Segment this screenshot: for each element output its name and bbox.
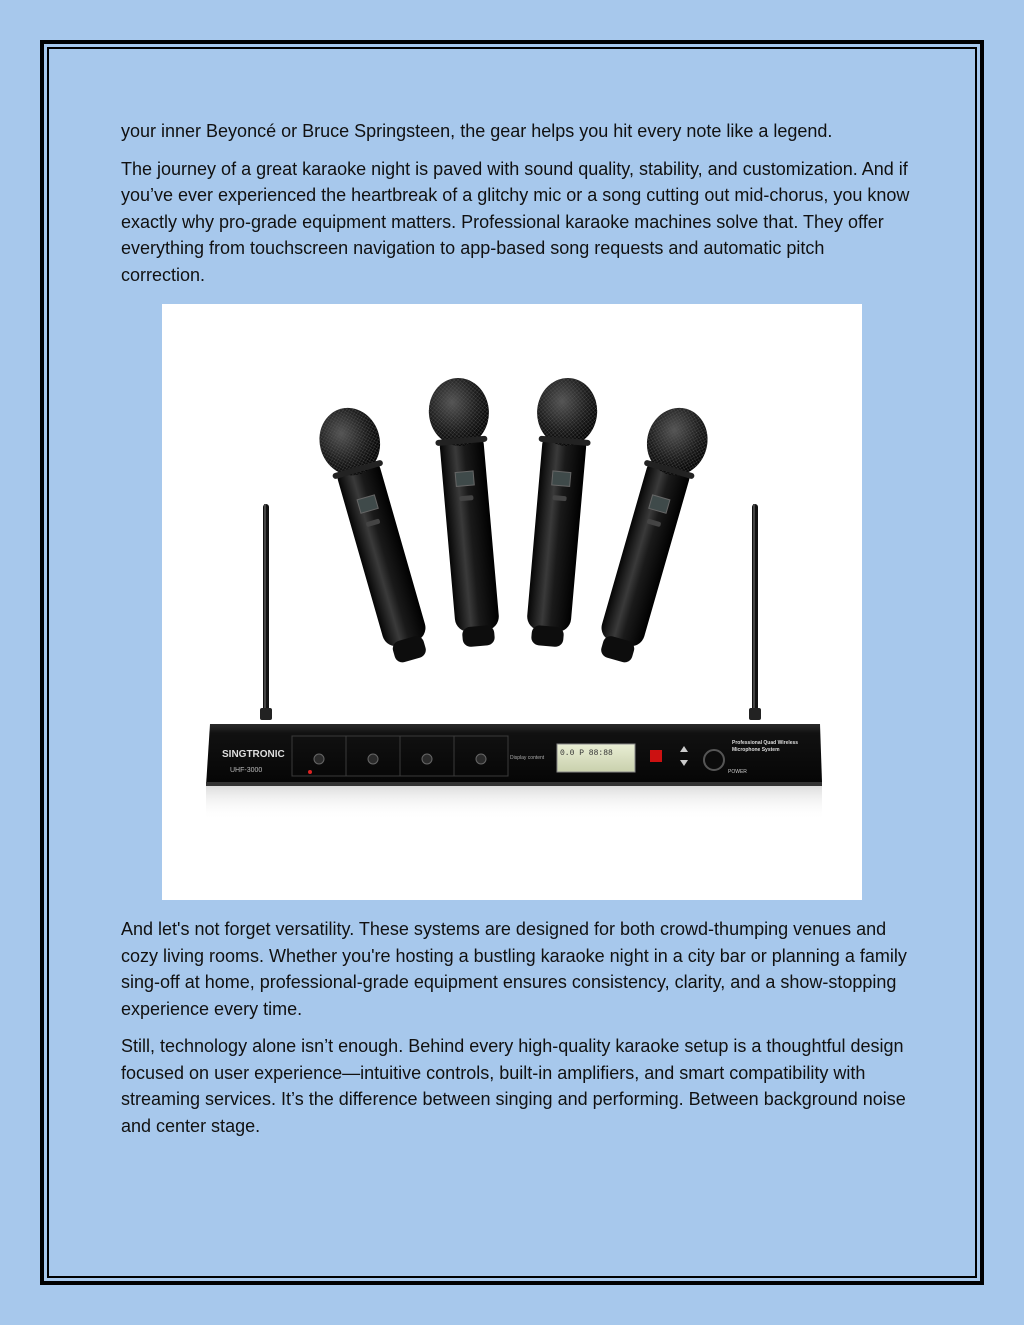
paragraph-1: your inner Beyoncé or Bruce Springsteen, the gear helps you hit every note like a legend. — [121, 121, 833, 141]
paragraph-2: The journey of a great karaoke night is paved with sound quality, stability, and customization. And if you’ve ever experienced the heartbreak of a glitchy mic or a song cutting out mid-chorus, you know exactly why pro-grade equipment matters. Professional karaoke machines solve that. They offer everything from touchscreen navigation to app-based song requests and automatic pitch correction. — [121, 158, 910, 285]
display-content-label: Display content — [510, 755, 545, 761]
lcd-readout: 0.0 P 88:88 — [560, 749, 613, 758]
panel-text-line-2: Microphone System — [732, 747, 780, 753]
product-photo — [162, 304, 862, 900]
microphone-1 — [312, 401, 442, 668]
antenna-right — [749, 504, 761, 720]
panel-text-line-1: Professional Quad Wireless — [732, 740, 799, 746]
microphone-2 — [426, 375, 509, 648]
wireless-microphone-system-illustration — [162, 304, 862, 900]
brand-label: SINGTRONIC — [222, 749, 285, 760]
document-body — [121, 118, 911, 1150]
microphone-4 — [586, 401, 716, 668]
paragraph-4: Still, technology alone isn’t enough. Behind every high-quality karaoke setup is a thoughtful design focused on user experience—intuitive controls, built-in amplifiers, and smart compatibility with streaming services. It’s the difference between singing and performing. Between background noise and center stage. — [121, 1036, 906, 1136]
antenna-left — [260, 504, 272, 720]
microphone-3 — [517, 375, 600, 648]
model-label: UHF-3000 — [230, 767, 263, 774]
power-label: POWER — [728, 769, 747, 775]
paragraph-3: And let's not forget versatility. These systems are designed for both crowd-thumping venues and cozy living rooms. Whether you're hosting a bustling karaoke night in a city bar or planning a family sing-off at home, professional-grade equipment ensures consistency, clarity, and a show-stopping experience every time. — [121, 919, 907, 1019]
